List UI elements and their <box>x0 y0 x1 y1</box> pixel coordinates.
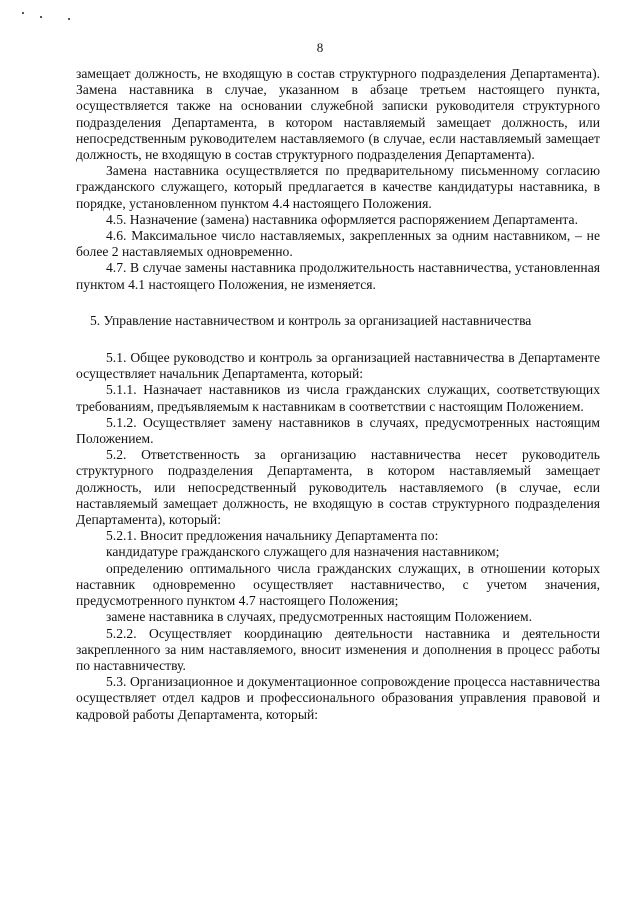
paragraph: замещает должность, не входящую в состав структурного подразделения Департамента). Замена наставника в случае, указанном в абзаце третьем настоящего пункта, осуществляется также на основании служебной записки руководителя структурного подразделения Департамента, в котором наставляемый замещает должность, или непосредственным руководителем наставляемого (в случае, если наставляемый замещает должность, не входящую в состав структурного подразделения Департамента). <box>76 66 600 163</box>
paragraph: 5.2.2. Осуществляет координацию деятельности наставника и деятельности закрепленного за ним наставляемого, вносит изменения и дополнения в процесс работы по наставничеству. <box>76 625 600 673</box>
paragraph: 4.7. В случае замены наставника продолжительность наставничества, установленная пунктом 4.1 настоящего Положения, не изменяется. <box>76 260 600 292</box>
document-body <box>76 66 600 723</box>
paragraph: 5.2. Ответственность за организацию наставничества несет руководитель структурного подразделения Департамента, в котором наставляемый замещает должность, или непосредственный руководитель наставляемого (в случае, если наставляемый замещает должность, не входящую в состав структурного подразделения Департамента), который: <box>76 447 600 528</box>
paragraph: Замена наставника осуществляется по предварительному письменному согласию гражданского служащего, который предлагается в качестве кандидатуры наставника, в порядке, установленном пунктом 4.4 настоящего Положения. <box>76 163 600 211</box>
list-item: замене наставника в случаях, предусмотренных настоящим Положением. <box>106 609 533 625</box>
paragraph: 5.1.2. Осуществляет замену наставников в случаях, предусмотренных настоящим Положением. <box>76 414 600 447</box>
paragraph: 5.1. Общее руководство и контроль за организацией наставничества в Департаменте осуществляет начальник Департамента, который: <box>76 350 600 382</box>
section-heading: 5. Управление наставничеством и контроль за организацией наставничества <box>90 312 532 328</box>
scan-artifact <box>68 18 70 20</box>
paragraph: 5.2.1. Вносит предложения начальнику Департамента по: <box>106 528 439 544</box>
list-item: кандидатуре гражданского служащего для назначения наставником; <box>106 544 500 560</box>
paragraph: 4.5. Назначение (замена) наставника оформляется распоряжением Департамента. <box>106 211 578 227</box>
scan-artifact <box>22 12 24 14</box>
page-number: 8 <box>316 40 324 55</box>
scan-artifact <box>40 16 42 18</box>
paragraph: 4.6. Максимальное число наставляемых, закрепленных за одним наставником, – не более 2 наставляемых одновременно. <box>76 228 600 260</box>
paragraph: 5.1.1. Назначает наставников из числа гражданских служащих, соответствующих требованиям, предъявляемым к наставникам в соответствии с настоящим Положением. <box>76 382 600 414</box>
list-item: определению оптимального числа гражданских служащих, в отношении которых наставник одновременно осуществляет наставничество, с учетом значения, предусмотренного пунктом 4.7 настоящего Положения; <box>76 560 600 609</box>
paragraph: 5.3. Организационное и документационное сопровождение процесса наставничества осуществляет отдел кадров и профессионального образования управления правовой и кадровой работы Департамента, который: <box>76 674 600 722</box>
